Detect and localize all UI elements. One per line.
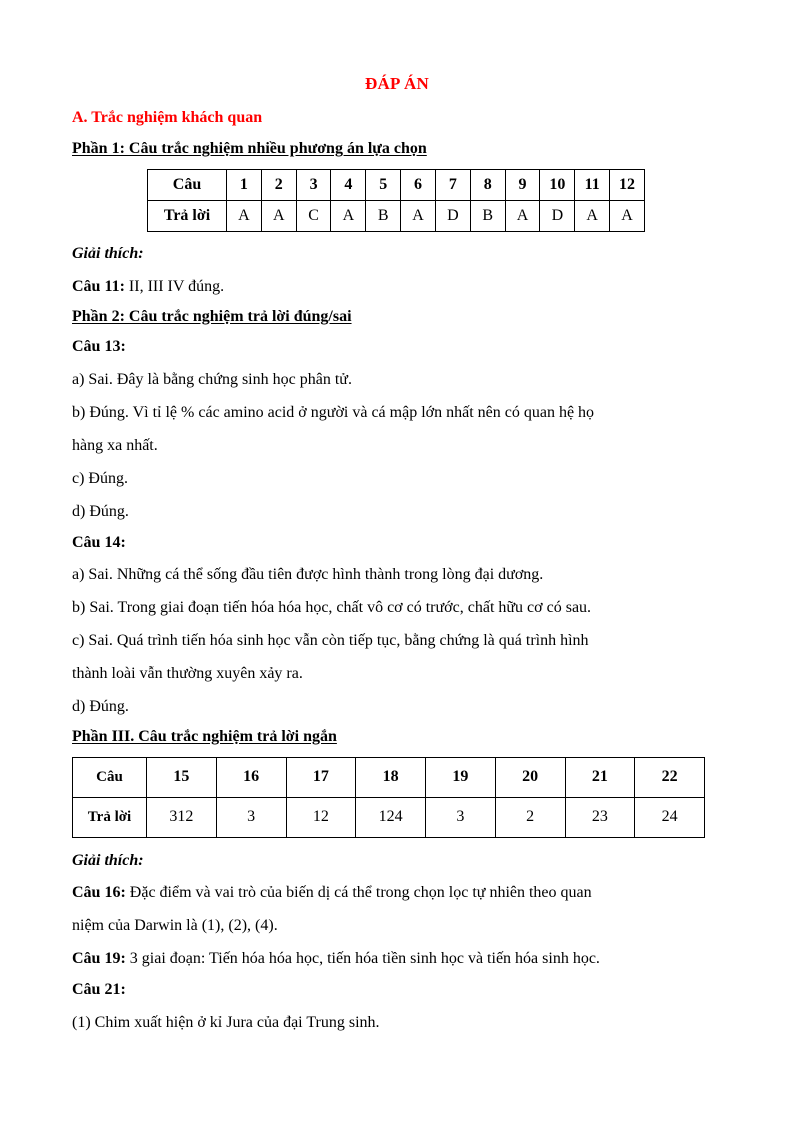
table1-question-9: 9 — [505, 169, 540, 200]
table1-question-4: 4 — [331, 169, 366, 200]
cau-13-item-b-line-1: b) Đúng. Vì tỉ lệ % các amino acid ở người và cá mập lớn nhất nên có quan hệ họ — [72, 403, 595, 421]
cau-14-item-b: b) Sai. Trong giai đoạn tiến hóa hóa học, chất vô cơ có trước, chất hữu cơ có sau. — [72, 599, 592, 617]
table1-question-12: 12 — [610, 169, 645, 200]
cau-14-item-c-line-2: thành loài vẫn thường xuyên xảy ra. — [72, 664, 303, 682]
cau-11-text: II, III IV đúng. — [124, 277, 225, 295]
table1-question-7: 7 — [435, 169, 470, 200]
document-title: ĐÁP ÁN — [364, 74, 429, 93]
part-3-heading: Phần III. Câu trắc nghiệm trả lời ngắn — [72, 727, 337, 745]
table1-answer-12: A — [610, 200, 645, 231]
table1-answer-1: A — [227, 200, 262, 231]
table1-row-label-question: Câu — [148, 169, 227, 200]
cau-16-text: Đặc điểm và vai trò của biến dị cá thể trong chọn lọc tự nhiên theo quan — [125, 884, 592, 902]
answer-table-2 — [72, 757, 705, 838]
table2-question-20: 20 — [495, 757, 565, 797]
table-row-answers — [73, 797, 705, 837]
table2-question-21: 21 — [565, 757, 635, 797]
table1-question-8: 8 — [470, 169, 505, 200]
table1-question-10: 10 — [540, 169, 575, 200]
table1-row-label-answer: Trả lời — [148, 200, 227, 231]
table1-answer-8: B — [470, 200, 505, 231]
cau-13-item-b-line-2: hàng xa nhất. — [72, 436, 158, 454]
table-row-answers — [148, 200, 645, 231]
table2-question-17: 17 — [286, 757, 356, 797]
table2-answer-17: 12 — [286, 797, 356, 837]
table2-question-22: 22 — [635, 757, 705, 797]
table2-answer-19: 3 — [426, 797, 496, 837]
table1-question-1: 1 — [227, 169, 262, 200]
table-row-questions — [148, 169, 645, 200]
table1-answer-3: C — [296, 200, 331, 231]
table1-answer-7: D — [435, 200, 470, 231]
table1-answer-6: A — [401, 200, 436, 231]
cau-13-item-d: d) Đúng. — [72, 502, 129, 520]
cau-21-heading: Câu 21: — [72, 981, 126, 999]
cau-16-line-1 — [72, 880, 722, 906]
table2-answer-16: 3 — [216, 797, 286, 837]
table1-question-11: 11 — [575, 169, 610, 200]
cau-19-line — [72, 946, 722, 972]
table1-answer-10: D — [540, 200, 575, 231]
cau-14-item-c-line-1: c) Sai. Quá trình tiến hóa sinh học vẫn còn tiếp tục, bằng chứng là quá trình hình — [72, 632, 589, 650]
cau-13-heading: Câu 13: — [72, 338, 126, 356]
cau-13-item-a: a) Sai. Đây là bằng chứng sinh học phân tử. — [72, 371, 352, 389]
table2-answer-21: 23 — [565, 797, 635, 837]
cau-16-label: Câu 16: — [72, 884, 126, 902]
section-a-heading: A. Trắc nghiệm khách quan — [72, 109, 263, 127]
table1-answer-11: A — [575, 200, 610, 231]
table1-question-3: 3 — [296, 169, 331, 200]
table1-answer-5: B — [366, 200, 401, 231]
table2-answer-15: 312 — [147, 797, 217, 837]
part-2-heading: Phần 2: Câu trắc nghiệm trả lời đúng/sai — [72, 307, 352, 325]
table2-row-label-answer: Trả lời — [73, 797, 147, 837]
cau-13-item-c: c) Đúng. — [72, 469, 128, 487]
table1-question-2: 2 — [261, 169, 296, 200]
cau-14-item-d: d) Đúng. — [72, 697, 129, 715]
cau-16-line-2: niệm của Darwin là (1), (2), (4). — [72, 917, 278, 935]
cau-14-item-a: a) Sai. Những cá thể sống đầu tiên được hình thành trong lòng đại dương. — [72, 566, 544, 584]
table2-question-18: 18 — [356, 757, 426, 797]
cau-19-text: 3 giai đoạn: Tiến hóa hóa học, tiến hóa tiền sinh học và tiến hóa sinh học. — [125, 950, 600, 968]
table2-answer-20: 2 — [495, 797, 565, 837]
answer-table-2-wrapper — [72, 757, 722, 838]
explanation-label-part1: Giải thích: — [72, 244, 144, 262]
answer-table-1-wrapper — [72, 169, 722, 232]
table2-answer-18: 124 — [356, 797, 426, 837]
table2-row-label-question: Câu — [73, 757, 147, 797]
table2-question-16: 16 — [216, 757, 286, 797]
table1-answer-9: A — [505, 200, 540, 231]
explanation-label-part3: Giải thích: — [72, 851, 144, 869]
table2-answer-22: 24 — [635, 797, 705, 837]
table1-answer-2: A — [261, 200, 296, 231]
table1-question-6: 6 — [401, 169, 436, 200]
cau-21-item-1: (1) Chim xuất hiện ở kỉ Jura của đại Trung sinh. — [72, 1013, 380, 1031]
table2-question-15: 15 — [147, 757, 217, 797]
answer-table-1 — [147, 169, 645, 232]
cau-19-label: Câu 19: — [72, 950, 126, 968]
table1-question-5: 5 — [366, 169, 401, 200]
explanation-cau-11 — [72, 274, 722, 300]
cau-14-heading: Câu 14: — [72, 533, 126, 551]
table-row-questions — [73, 757, 705, 797]
part-1-heading: Phần 1: Câu trắc nghiệm nhiều phương án lựa chọn — [72, 140, 427, 158]
cau-11-label: Câu 11: — [72, 277, 125, 295]
table2-question-19: 19 — [426, 757, 496, 797]
table1-answer-4: A — [331, 200, 366, 231]
